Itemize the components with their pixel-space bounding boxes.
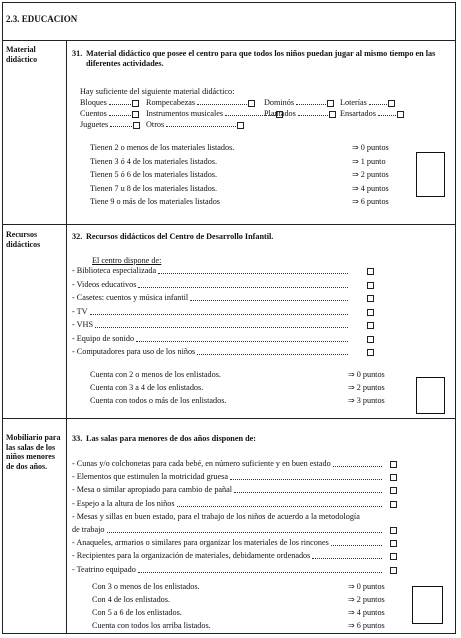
- material-label: Loterías: [340, 98, 367, 107]
- item-label: - TV: [72, 306, 88, 316]
- q32-title: Recursos didácticos del Centro de Desarrollo Infantil.: [86, 232, 274, 241]
- scoring-points: [348, 396, 385, 406]
- checkbox[interactable]: [367, 268, 374, 275]
- item-label: - Videos educativos: [72, 279, 137, 289]
- checkbox[interactable]: [390, 461, 397, 468]
- checkbox[interactable]: [367, 309, 374, 316]
- scoring-points: [348, 608, 385, 618]
- list-item: [72, 293, 350, 303]
- dot-leader: [95, 327, 348, 328]
- points-value: 1 punto: [360, 156, 386, 166]
- list-item: [72, 512, 384, 522]
- material-item: [80, 98, 139, 108]
- list-item: [72, 499, 384, 509]
- item-label: - Teatrino equipado: [72, 564, 136, 574]
- scoring-text: Cuenta con todos o más de los enlistados.: [90, 396, 227, 405]
- arrow-icon: ⇒: [352, 143, 359, 152]
- checkbox[interactable]: [133, 122, 140, 129]
- list-item: [72, 551, 384, 561]
- checkbox[interactable]: [367, 349, 374, 356]
- material-label: Rompecabezas: [146, 98, 196, 107]
- scoring-points: [352, 184, 389, 194]
- scoring-text: Tiene 9 o más de los materiales listados: [90, 197, 220, 206]
- list-item: [72, 485, 384, 495]
- list-item: [72, 334, 350, 344]
- q33-score-box[interactable]: [412, 586, 443, 624]
- column-divider: [66, 40, 67, 634]
- checkbox[interactable]: [390, 527, 397, 534]
- material-label: Plantados: [264, 109, 296, 118]
- scoring-text: Cuenta con 3 a 4 de los enlistados.: [90, 383, 204, 392]
- checkbox[interactable]: [132, 100, 139, 107]
- scoring-points: [348, 383, 385, 393]
- dot-leader: [136, 341, 348, 342]
- list-item: [72, 266, 350, 276]
- material-item: [146, 109, 283, 119]
- points-value: 2 puntos: [356, 383, 385, 392]
- dot-leader: [109, 109, 131, 116]
- points-value: 4 puntos: [360, 183, 389, 193]
- item-label: - Computadores para uso de los niños: [72, 347, 196, 356]
- q32-number: 32.: [72, 232, 83, 241]
- material-item: [340, 109, 404, 119]
- list-item: [72, 472, 384, 482]
- checkbox[interactable]: [367, 322, 374, 329]
- item-label: - Equipo de sonido: [72, 333, 135, 343]
- arrow-icon: ⇒: [352, 197, 359, 206]
- material-item: [264, 98, 334, 108]
- arrow-icon: ⇒: [348, 383, 355, 392]
- material-label: Dominós: [264, 98, 295, 107]
- checkbox[interactable]: [390, 474, 397, 481]
- arrow-icon: ⇒: [348, 582, 355, 591]
- list-item: [72, 565, 384, 575]
- scoring-points: [352, 197, 389, 207]
- points-value: 3 puntos: [356, 396, 385, 405]
- scoring-points: [348, 370, 385, 380]
- item-label: - Cunas y/o colchonetas para cada bebé, en número suficiente y en buen estado: [72, 459, 331, 468]
- dot-leader: [230, 479, 382, 480]
- dot-leader: [298, 109, 328, 116]
- item-label: - Mesas y sillas en buen estado, para el trabajo de los niños de acuerdo a la metodología: [72, 511, 360, 521]
- q32-side-label: Recursos didácticos: [6, 230, 41, 249]
- checkbox[interactable]: [390, 540, 397, 547]
- checkbox[interactable]: [390, 487, 397, 494]
- item-label: - Biblioteca especializada: [72, 266, 157, 275]
- divider: [2, 40, 456, 41]
- divider: [2, 418, 456, 419]
- points-value: 2 puntos: [356, 595, 385, 604]
- material-item: [80, 109, 139, 119]
- dot-leader: [296, 98, 326, 105]
- checkbox[interactable]: [329, 111, 336, 118]
- scoring-points: [348, 621, 385, 631]
- list-item: [72, 525, 384, 535]
- dot-leader: [197, 354, 348, 355]
- checkbox[interactable]: [327, 100, 334, 107]
- scoring-text: Cuenta con todos los arriba listados.: [92, 621, 211, 630]
- item-label: de trabajo: [72, 525, 105, 534]
- q31-side-label: Material didáctico: [6, 45, 38, 64]
- q32-intro: El centro dispone de:: [92, 256, 162, 265]
- points-value: 4 puntos: [356, 608, 385, 617]
- dot-leader: [312, 558, 382, 559]
- q31-title: Material didáctico que posee el centro para que todos los niños puedan jugar al mismo tiempo en las diferentes actividades.: [86, 49, 436, 68]
- material-label: Ensartados: [340, 109, 376, 118]
- checkbox[interactable]: [390, 567, 397, 574]
- scoring-points: [348, 595, 385, 605]
- material-label: Instrumentos musicales: [146, 109, 224, 118]
- dot-leader: [107, 532, 382, 533]
- arrow-icon: ⇒: [352, 170, 359, 179]
- arrow-icon: ⇒: [348, 595, 355, 604]
- material-label: Juguetes: [80, 120, 109, 129]
- points-value: 6 puntos: [356, 621, 385, 630]
- item-label: - Casetes: cuentos y música infantil: [72, 293, 189, 302]
- points-value: 6 puntos: [360, 197, 389, 206]
- item-label: - Mesa o similar apropiado para cambio de pañal: [72, 485, 233, 495]
- scoring-text: Cuenta con 2 o menos de los enlistados.: [90, 370, 221, 379]
- section-title: 2.3. EDUCACION: [6, 14, 78, 24]
- scoring-points: [352, 157, 386, 167]
- dot-leader: [234, 492, 382, 493]
- material-item: [340, 98, 395, 108]
- material-item: [80, 120, 140, 130]
- material-label: Bloques: [80, 98, 107, 107]
- scoring-points: [348, 582, 385, 592]
- q31-score-box[interactable]: [416, 152, 445, 197]
- dot-leader: [90, 314, 348, 315]
- q31-intro: Hay suficiente del siguiente material didáctico:: [80, 87, 235, 96]
- q32-score-box[interactable]: [416, 377, 445, 414]
- dot-leader: [333, 466, 382, 467]
- arrow-icon: ⇒: [348, 396, 355, 405]
- points-value: 0 puntos: [356, 370, 385, 379]
- checkbox[interactable]: [367, 282, 374, 289]
- item-label: - Elementos que estimulen la motricidad gruesa: [72, 472, 228, 482]
- arrow-icon: ⇒: [348, 621, 355, 630]
- scoring-text: Tienen 7 u 8 de los materiales listados.: [90, 183, 218, 193]
- dot-leader: [138, 287, 348, 288]
- list-item: [72, 320, 350, 330]
- list-item: [72, 538, 384, 548]
- scoring-text: Tienen 2 o menos de los materiales listados.: [90, 143, 235, 152]
- scoring-text: Con 3 o menos de los enlistados.: [92, 582, 200, 591]
- checkbox[interactable]: [132, 111, 139, 118]
- material-label: Cuentos: [80, 109, 107, 118]
- q33-side-label: Mobiliario para las salas de los niños menores de dos años.: [6, 433, 61, 471]
- divider: [2, 224, 456, 225]
- scoring-text: Tienen 3 ó 4 de los materiales listados.: [90, 156, 218, 166]
- material-item: [146, 98, 255, 108]
- dot-leader: [190, 300, 348, 301]
- dot-leader: [110, 120, 132, 127]
- dot-leader: [197, 98, 247, 105]
- list-item: [72, 307, 350, 317]
- checkbox[interactable]: [367, 336, 374, 343]
- checkbox[interactable]: [397, 111, 404, 118]
- arrow-icon: ⇒: [352, 156, 359, 166]
- scoring-points: [352, 143, 389, 153]
- item-label: - VHS: [72, 320, 94, 329]
- arrow-icon: ⇒: [352, 183, 359, 193]
- dot-leader: [109, 98, 131, 105]
- material-item: [146, 120, 244, 130]
- dot-leader: [331, 545, 382, 546]
- points-value: 0 puntos: [356, 582, 385, 591]
- q33-number: 33.: [72, 434, 83, 443]
- checkbox[interactable]: [390, 501, 397, 508]
- checkbox[interactable]: [367, 295, 374, 302]
- dot-leader: [138, 572, 382, 573]
- arrow-icon: ⇒: [348, 370, 355, 379]
- material-label: Otros: [146, 120, 165, 129]
- scoring-text: Con 4 de los enlistados.: [92, 595, 171, 604]
- scoring-text: Tienen 5 ó 6 de los materiales listados.: [90, 170, 218, 179]
- q33-title: Las salas para menores de dos años disponen de:: [86, 434, 256, 443]
- points-value: 0 puntos: [360, 143, 389, 152]
- item-label: - Anaqueles, armarios o similares para organizar los materiales de los rincones: [72, 538, 329, 548]
- item-label: - Recipientes para la organización de materiales, debidamente ordenados: [72, 551, 311, 561]
- material-item: [264, 109, 336, 119]
- points-value: 2 puntos: [360, 170, 389, 179]
- arrow-icon: ⇒: [348, 608, 355, 617]
- dot-leader: [378, 109, 396, 116]
- dot-leader: [369, 98, 387, 105]
- list-item: [72, 347, 350, 357]
- scoring-points: [352, 170, 389, 180]
- checkbox[interactable]: [248, 100, 255, 107]
- checkbox[interactable]: [237, 122, 244, 129]
- dot-leader: [158, 273, 348, 274]
- scoring-text: Con 5 a 6 de los enlistados.: [92, 608, 182, 617]
- list-item: [72, 280, 350, 290]
- dot-leader: [177, 506, 382, 507]
- checkbox[interactable]: [390, 553, 397, 560]
- dot-leader: [166, 120, 236, 127]
- q31-number: 31.: [72, 49, 83, 58]
- list-item: [72, 459, 384, 469]
- checkbox[interactable]: [388, 100, 395, 107]
- item-label: - Espejo a la altura de los niños: [72, 498, 175, 508]
